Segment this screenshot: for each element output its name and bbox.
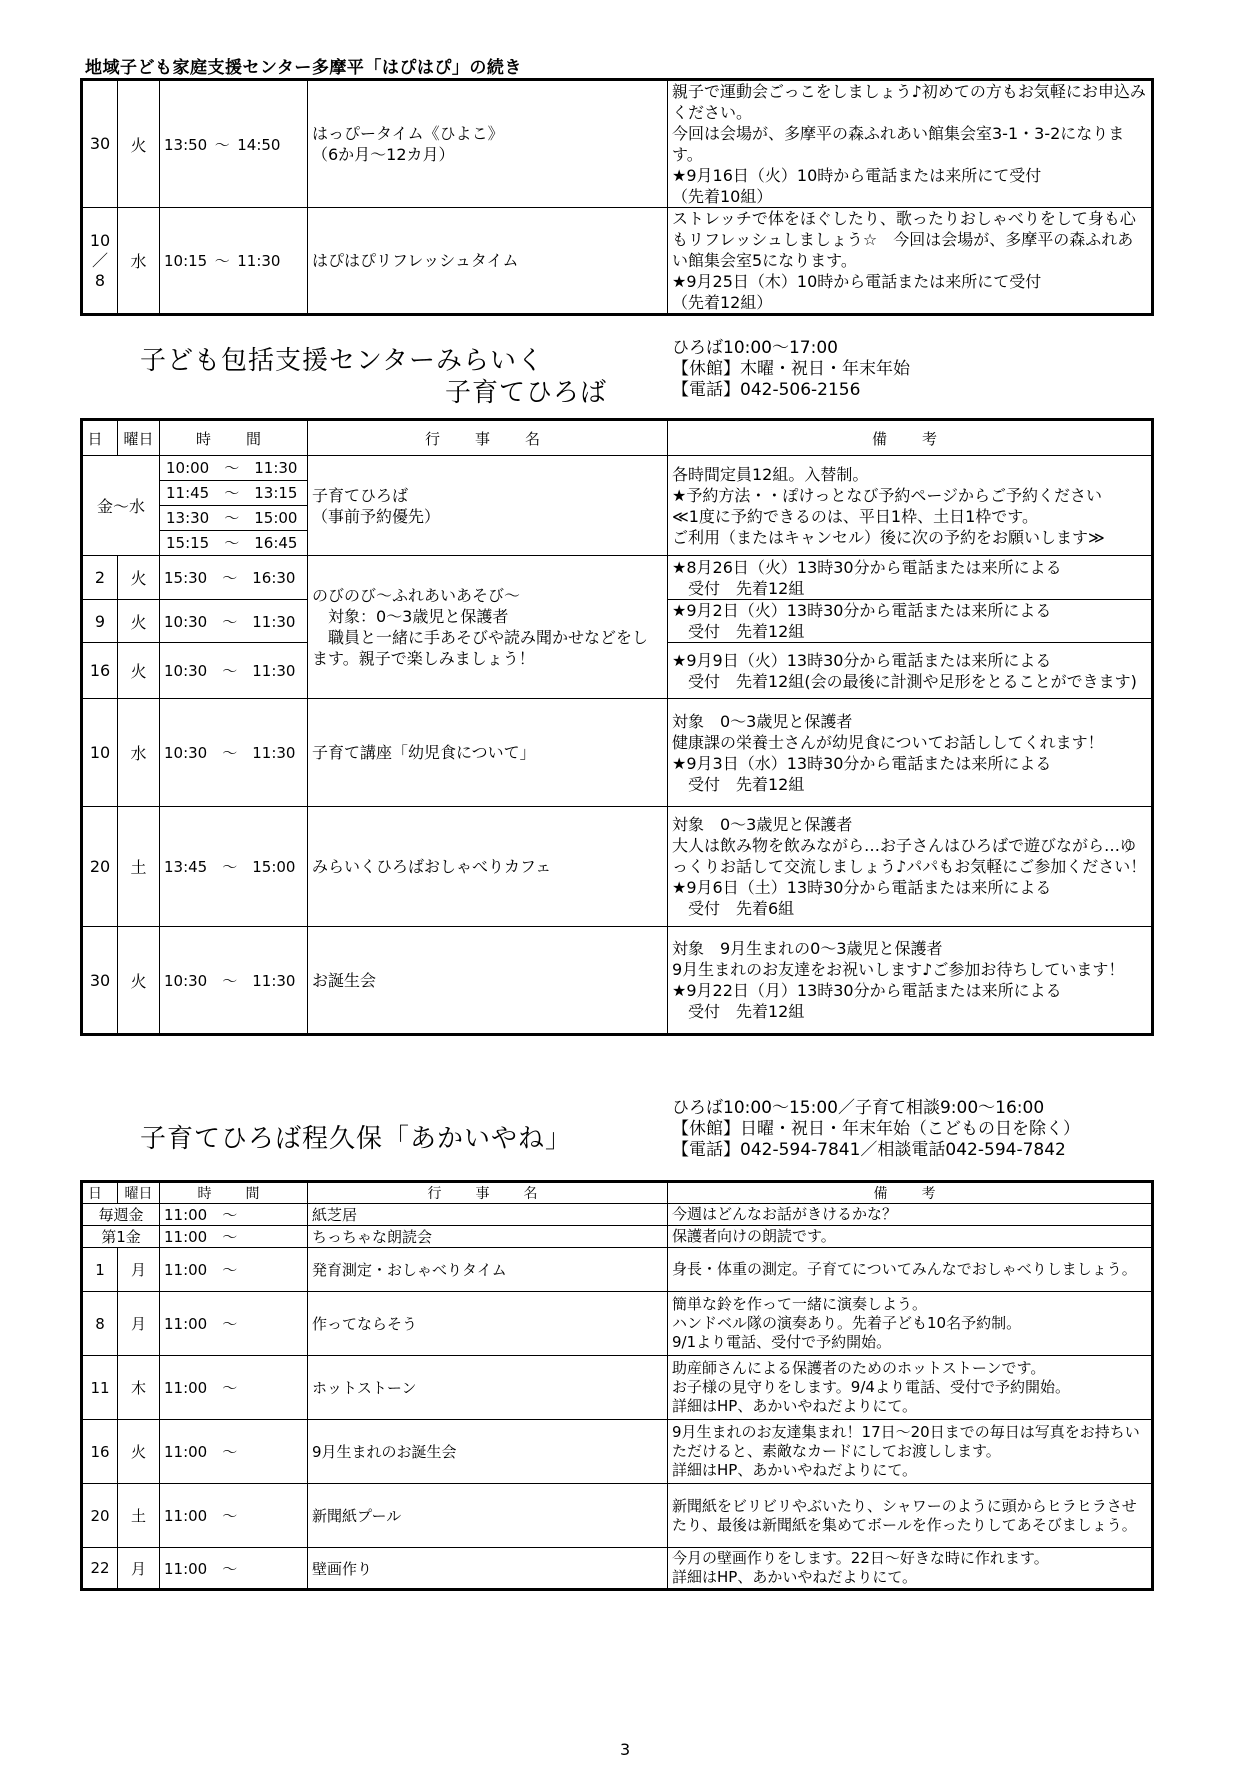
time-cell: 10:30 〜 11:30 <box>160 927 308 1035</box>
date-cell: 20 <box>82 807 118 927</box>
note-line: 受付 先着6組 <box>672 899 795 918</box>
table-row <box>82 927 1153 1035</box>
event-cell: みらいくひろばおしゃべりカフェ <box>308 807 668 927</box>
note-line: 9/1より電話、受付で予約開始。 <box>672 1333 892 1351</box>
time-cell: 10:30 〜 11:30 <box>160 643 308 699</box>
note-line: 受付 先着12組(会の最後に計測や足形をとることができます) <box>672 671 1137 691</box>
header-date: 日 <box>82 420 118 456</box>
date-cell: 1 <box>82 1248 118 1292</box>
notes-cell <box>668 208 1153 315</box>
header-date: 日 <box>82 1182 118 1204</box>
header-day: 曜日 <box>118 420 160 456</box>
event-cell: 作ってならそう <box>308 1292 668 1356</box>
day-cell: 火 <box>118 600 160 643</box>
time-slot: 10:00 〜 11:30 <box>160 456 307 481</box>
notes-cell: 今週はどんなお話がきけるかな？ <box>668 1204 1153 1226</box>
date-cell: 16 <box>82 1420 118 1484</box>
note-line: ≪1度に予約できるのは、平日1枠、土日1枠です。 <box>672 506 1039 526</box>
event-cell: お誕生会 <box>308 927 668 1035</box>
section3-info-line: ひろば10:00〜15:00／子育て相談9:00〜16:00 <box>672 1098 1045 1118</box>
note-line: ★9月3日（水）13時30分から電話または来所による <box>672 753 1052 773</box>
event-cell: 紙芝居 <box>308 1204 668 1226</box>
note-line: 簡単な鈴を作って一緒に演奏しよう。 <box>672 1295 928 1313</box>
header-notes: 備 考 <box>668 420 1153 456</box>
time-slot: 13:30 〜 15:00 <box>160 506 307 531</box>
time-cell <box>160 80 308 208</box>
day-cell: 火 <box>118 1420 160 1484</box>
note-line: （先着12組） <box>672 293 773 312</box>
header-time: 時 間 <box>160 1182 308 1204</box>
note-line: 9月生まれのお友達をお祝いします♪ご参加お待ちしています！ <box>672 960 1125 979</box>
section3-info <box>672 1098 1080 1161</box>
note-line: 各時間定員12組。入替制。 <box>672 464 869 484</box>
note-line: 受付 先着12組 <box>672 1002 805 1021</box>
event-cell: 子育てひろば （事前予約優先） <box>308 456 668 556</box>
table-row <box>82 456 1153 556</box>
note-line: ★9月9日（火）13時30分から電話または来所による <box>672 650 1052 670</box>
note-line: 今月の壁画作りをします。22日〜好きな時に作れます。 <box>672 1549 1049 1567</box>
date-cell: 16 <box>82 643 118 699</box>
time-slot: 15:15 〜 16:45 <box>166 534 298 552</box>
table-row <box>82 1204 1153 1226</box>
date-cell: 10 <box>82 699 118 807</box>
section2-title: 子ども包括支援センターみらいく <box>140 346 544 376</box>
event-cell: 9月生まれのお誕生会 <box>308 1420 668 1484</box>
time-cell: 11:00 〜 <box>160 1226 308 1248</box>
note-line: 親子で運動会ごっこをしましょう♪初めての方もお気軽にお申込みください。 <box>672 82 1146 122</box>
notes-cell <box>668 807 1153 927</box>
time-cell: 11:00 〜 <box>160 1356 308 1420</box>
event-cell: 新聞紙プール <box>308 1484 668 1548</box>
notes-cell <box>668 1292 1153 1356</box>
time-cell <box>160 208 308 315</box>
note-line: ★9月16日（火）10時から電話または来所にて受付 <box>672 166 1042 185</box>
header-notes: 備 考 <box>668 1182 1153 1204</box>
notes-cell <box>668 643 1153 699</box>
time-cell: 15:30 〜 16:30 <box>160 556 308 600</box>
section3-title: 子育てひろば程久保「あかいやね」 <box>140 1124 573 1154</box>
time-end: 14:50 <box>237 135 281 154</box>
time-cell: 11:00 〜 <box>160 1484 308 1548</box>
date-cell: 30 <box>82 927 118 1035</box>
akaiyane-schedule-table <box>80 1180 1154 1591</box>
notes-cell <box>668 1420 1153 1484</box>
time-cell: 11:00 〜 <box>160 1548 308 1590</box>
table-row <box>82 208 1153 315</box>
note-line: ★9月22日（月）13時30分から電話または来所による <box>672 981 1062 1000</box>
notes-cell <box>668 600 1153 643</box>
note-line: 対象 0〜3歳児と保護者 <box>672 711 853 731</box>
time-cell: 10:30 〜 11:30 <box>160 699 308 807</box>
time-cell: 11:00 〜 <box>160 1292 308 1356</box>
note-line: ★9月25日（木）10時から電話または来所にて受付 <box>672 272 1042 291</box>
note-line: ★9月6日（土）13時30分から電話または来所による <box>672 878 1052 897</box>
table-row <box>82 1484 1153 1548</box>
note-line: 受付 先着12組 <box>672 578 805 598</box>
day-cell: 水 <box>118 208 160 315</box>
notes-cell <box>668 80 1153 208</box>
note-line: ご利用（またはキャンセル）後に次の予約をお願いします≫ <box>672 527 1105 547</box>
day-cell: 土 <box>118 807 160 927</box>
table-row <box>82 807 1153 927</box>
note-line: （先着10組） <box>672 187 773 206</box>
header-time: 時 間 <box>160 420 308 456</box>
time-cell: 13:45 〜 15:00 <box>160 807 308 927</box>
time-cell: 11:00 〜 <box>160 1248 308 1292</box>
time-start: 10:15 <box>164 252 208 270</box>
time-sep: 〜 <box>214 135 230 154</box>
notes-cell <box>668 456 1153 556</box>
note-line: 対象 0〜3歳児と保護者 <box>672 815 853 834</box>
miraiku-schedule-table <box>80 418 1154 1036</box>
time-sep: 〜 <box>214 252 230 270</box>
event-cell: のびのび〜ふれあいあそび〜 対象：0〜3歳児と保護者 職員と一緒に手あそびや読み聞かせなどをします。親子で楽しみましょう！ <box>308 556 668 699</box>
day-cell: 火 <box>118 80 160 208</box>
event-cell: 壁画作り <box>308 1548 668 1590</box>
note-line: 詳細はHP、あかいやねだよりにて。 <box>672 1568 918 1586</box>
time-slots-cell <box>160 456 308 556</box>
date-cell: 10 ／ 8 <box>82 208 118 315</box>
notes-cell <box>668 1484 1153 1548</box>
event-cell: はっぴータイム《ひよこ》 （6か月〜12カ月） <box>308 80 668 208</box>
table-row <box>82 699 1153 807</box>
time-cell: 10:30 〜 11:30 <box>160 600 308 643</box>
table-row <box>82 1420 1153 1484</box>
notes-cell <box>668 556 1153 600</box>
section2-info-line: ひろば10:00〜17:00 <box>672 338 838 358</box>
notes-cell <box>668 699 1153 807</box>
section2-info-line: 【休館】木曜・祝日・年末年始 <box>672 359 910 379</box>
header-event: 行 事 名 <box>308 1182 668 1204</box>
header-day: 曜日 <box>118 1182 160 1204</box>
note-line: 受付 先着12組 <box>672 622 805 641</box>
notes-cell <box>668 1548 1153 1590</box>
continuation-title: 地域子ども家庭支援センター多摩平「はぴはぴ」の続き <box>85 58 522 78</box>
date-cell: 毎週金 <box>82 1204 160 1226</box>
note-line: 詳細はHP、あかいやねだよりにて。 <box>672 1461 918 1479</box>
note-line: 詳細はHP、あかいやねだよりにて。 <box>672 1397 918 1415</box>
notes-cell <box>668 927 1153 1035</box>
notes-cell <box>668 1248 1153 1292</box>
day-cell: 月 <box>118 1248 160 1292</box>
day-cell: 水 <box>118 699 160 807</box>
date-cell: 8 <box>82 1292 118 1356</box>
day-cell: 月 <box>118 1548 160 1590</box>
date-cell: 9 <box>82 600 118 643</box>
date-cell: 20 <box>82 1484 118 1548</box>
date-cell: 11 <box>82 1356 118 1420</box>
note-line: ストレッチで体をほぐしたり、歌ったりおしゃべりをして身も心もリフレッシュしましょう☆ 今回は会場が、多摩平の森ふれあい館集会室5になります。 <box>672 209 1136 270</box>
event-cell: 発育測定・おしゃべりタイム <box>308 1248 668 1292</box>
section2-info <box>672 338 910 401</box>
time-cell: 11:00 〜 <box>160 1204 308 1226</box>
note-line: ★9月2日（火）13時30分から電話または来所による <box>672 601 1052 620</box>
table-row <box>82 556 1153 600</box>
note-line: 9月生まれのお友達集まれ！17日〜20日までの毎日は写真をお持ちいただけると、素敵なカードにしてお渡しします。 <box>672 1423 1140 1460</box>
time-start: 13:50 <box>164 135 208 154</box>
section2-info-line: 【電話】042-506-2156 <box>672 380 861 400</box>
date-cell: 22 <box>82 1548 118 1590</box>
note-line: 健康課の栄養士さんが幼児食についてお話ししてくれます！ <box>672 732 1104 752</box>
section2-subtitle: 子育てひろば <box>445 378 608 408</box>
header-event: 行 事 名 <box>308 420 668 456</box>
event-cell: ホットストーン <box>308 1356 668 1420</box>
table-row <box>82 1248 1153 1292</box>
day-cell: 土 <box>118 1484 160 1548</box>
note-line: ★8月26日（火）13時30分から電話または来所による <box>672 557 1062 577</box>
note-line: ハンドベル隊の演奏あり。先着子ども10名予約制。 <box>672 1314 1022 1332</box>
date-cell: 2 <box>82 556 118 600</box>
table-row <box>82 80 1153 208</box>
notes-cell: 保護者向けの朗読です。 <box>668 1226 1153 1248</box>
note-line: 大人は飲み物を飲みながら…お子さんはひろばで遊びながら…ゆっくりお話して交流しましょう♪パパもお気軽にご参加ください！ <box>672 836 1147 876</box>
table-row <box>82 1548 1153 1590</box>
note-line: ★予約方法・・ぽけっとなび予約ページからご予約ください <box>672 485 1103 505</box>
note-line: 助産師さんによる保護者のためのホットストーンです。 <box>672 1359 1046 1377</box>
time-end: 11:30 <box>237 252 281 270</box>
event-cell: ちっちゃな朗読会 <box>308 1226 668 1248</box>
hapihapi-continued-table <box>80 78 1154 316</box>
time-slot: 11:45 〜 13:15 <box>160 481 307 506</box>
time-cell: 11:00 〜 <box>160 1420 308 1484</box>
event-cell: はぴはぴリフレッシュタイム <box>308 208 668 315</box>
section3-info-line: 【休館】日曜・祝日・年末年始（こどもの日を除く） <box>672 1119 1080 1139</box>
date-cell: 30 <box>82 80 118 208</box>
table-row <box>82 1292 1153 1356</box>
note-line: 対象 9月生まれの0〜3歳児と保護者 <box>672 939 943 958</box>
date-cell: 第1金 <box>82 1226 160 1248</box>
day-cell: 火 <box>118 643 160 699</box>
day-cell: 木 <box>118 1356 160 1420</box>
day-cell: 月 <box>118 1292 160 1356</box>
note-line: 今回は会場が、多摩平の森ふれあい館集会室3-1・3-2になります。 <box>672 124 1125 164</box>
note-line: 受付 先着12組 <box>672 774 805 794</box>
note-line: 身長・体重の測定。子育てについてみんなでおしゃべりしましょう。 <box>672 1260 1137 1278</box>
day-cell: 火 <box>118 927 160 1035</box>
section3-info-line: 【電話】042-594-7841／相談電話042-594-7842 <box>672 1140 1066 1160</box>
page-number: 3 <box>620 1740 631 1759</box>
date-cell: 金〜水 <box>82 456 160 556</box>
note-line: 新聞紙をビリビリやぶいたり、シャワーのように頭からヒラヒラさせたり、最後は新聞紙を集めてボールを作ったりしてあそびましょう。 <box>672 1496 1137 1534</box>
table-row <box>82 1356 1153 1420</box>
table-row <box>82 1226 1153 1248</box>
event-cell: 子育て講座「幼児食について」 <box>308 699 668 807</box>
day-cell: 火 <box>118 556 160 600</box>
notes-cell <box>668 1356 1153 1420</box>
note-line: お子様の見守りをします。9/4より電話、受付で予約開始。 <box>672 1378 1070 1396</box>
